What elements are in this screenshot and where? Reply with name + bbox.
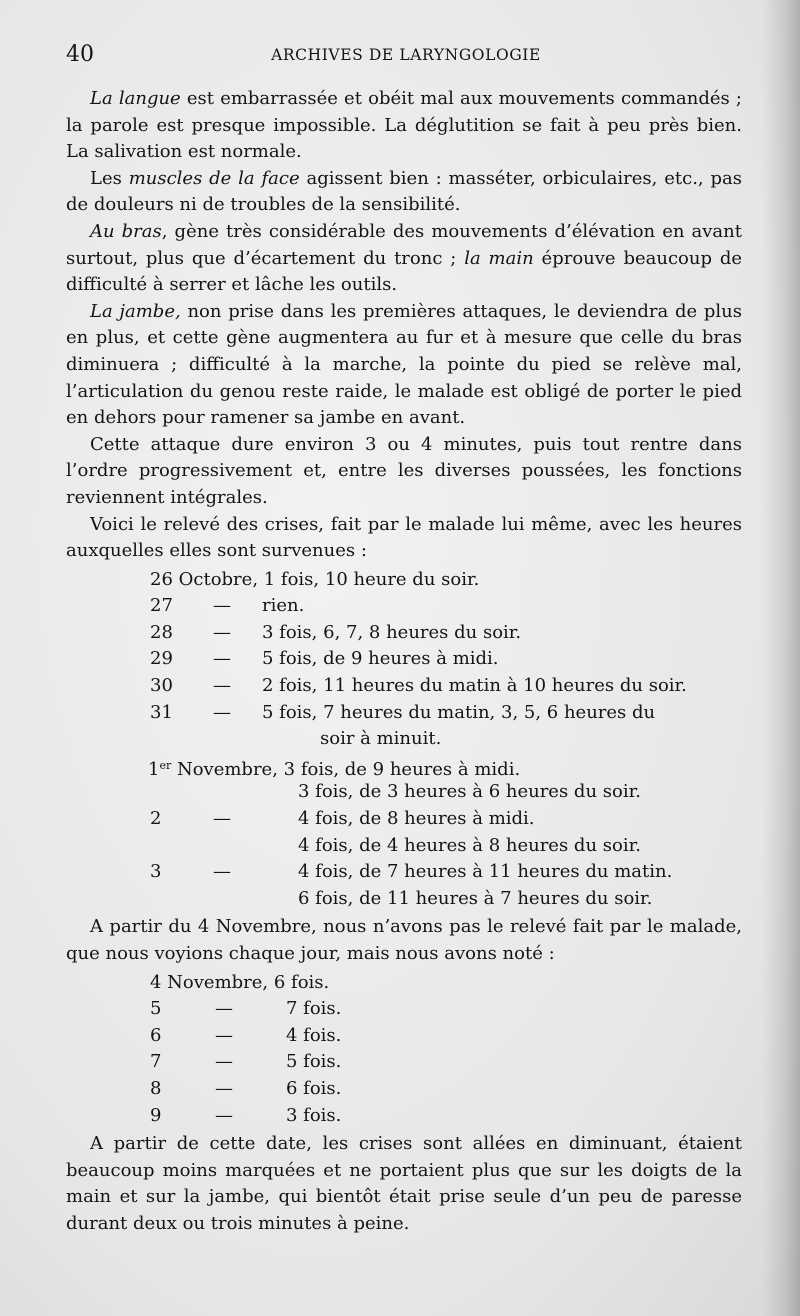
paragraph-face <box>66 166 742 219</box>
row-continuation: soir à minuit. <box>320 728 442 750</box>
ditto-dash: — <box>213 808 231 830</box>
ditto-dash: — <box>215 1024 233 1046</box>
ordinal-suffix: er <box>159 758 172 772</box>
row-text: 4 fois, de 8 heures à midi. <box>298 808 535 830</box>
paragraph-a-partir: A partir du 4 Novembre, nous n’avons pas le relevé fait par le malade, que nous voyions chaque jour, mais nous avons noté : <box>66 916 742 964</box>
table-row <box>66 726 742 753</box>
paragraph-releve: Voici le relevé des crises, fait par le malade lui même, avec les heures auxquelles elles sont survenues : <box>66 513 742 562</box>
page-header <box>66 38 746 72</box>
emphasis: La langue <box>90 88 181 109</box>
emphasis: La jambe, <box>90 300 181 322</box>
row-date: 5 <box>150 998 162 1020</box>
paragraph-text: Les <box>90 167 129 189</box>
table-row <box>66 806 742 833</box>
row-text: 3 fois, 6, 7, 8 heures du soir. <box>262 621 522 643</box>
table-row <box>66 833 742 860</box>
paragraph-text: , gène très considérable des mouvements d’élévation en avant surtout, plus que d’écartement du tronc ; <box>66 220 742 269</box>
ditto-dash: — <box>213 595 231 617</box>
ditto-dash: — <box>213 861 231 883</box>
table-row <box>66 673 742 700</box>
row-text: 7 fois. <box>286 998 342 1020</box>
row-text: 5 fois. <box>286 1051 342 1073</box>
table-row <box>66 593 742 620</box>
table-row <box>66 567 742 594</box>
table-cell: 4 Novembre, 6 fois. <box>150 971 330 993</box>
row-date: 31 <box>150 701 173 723</box>
row-text: 4 fois. <box>286 1024 342 1046</box>
row-text: 3 fois. <box>286 1104 342 1126</box>
emphasis: muscles de la face <box>128 167 300 189</box>
paragraph-jambe <box>66 299 742 432</box>
ditto-dash: — <box>213 621 231 643</box>
row-text: 5 fois, 7 heures du matin, 3, 5, 6 heures du <box>262 701 656 723</box>
row-text: Novembre, 3 fois, de 9 heures à midi. <box>171 758 521 780</box>
paragraph-text: éprouve beaucoup de difficulté à serrer et lâche les outils. <box>66 247 743 296</box>
row-date: 29 <box>150 648 173 670</box>
page-body <box>66 86 742 1238</box>
row-text: 4 fois, de 4 heures à 8 heures du soir. <box>298 834 641 856</box>
table-row <box>66 886 742 913</box>
running-title: ARCHIVES DE LARYNGOLOGIE <box>271 46 541 64</box>
table-row <box>66 1049 742 1076</box>
table-row <box>66 620 742 647</box>
table-row <box>66 996 742 1023</box>
row-date: 27 <box>150 595 173 617</box>
table-row <box>66 779 742 806</box>
table-row <box>66 1076 742 1103</box>
paragraph-attaque: Cette attaque dure environ 3 ou 4 minutes, puis tout rentre dans l’ordre progressivement et, entre les diverses poussées, les fonctions reviennent intégrales. <box>66 433 742 508</box>
row-date: 7 <box>150 1051 162 1073</box>
paragraph-bras <box>66 219 742 299</box>
ditto-dash: — <box>215 998 233 1020</box>
table-row <box>66 1103 742 1130</box>
ditto-dash: — <box>213 675 231 697</box>
paragraph-text: agissent bien : masséter, orbiculaires, etc., pas de douleurs ni de troubles de la sensibilité. <box>66 167 742 216</box>
row-date: 9 <box>150 1104 162 1126</box>
row-text: 6 fois. <box>286 1077 342 1099</box>
row-text: 5 fois, de 9 heures à midi. <box>262 648 499 670</box>
table-row <box>66 753 742 780</box>
table-cell: 26 Octobre, 1 fois, 10 heure du soir. <box>150 568 480 590</box>
emphasis: Au bras <box>90 220 162 242</box>
ditto-dash: — <box>215 1104 233 1126</box>
row-date: 3 <box>150 861 162 883</box>
page-number: 40 <box>66 42 94 67</box>
day-number: 1 <box>148 758 160 780</box>
row-date: 6 <box>150 1024 162 1046</box>
row-date: 28 <box>150 621 173 643</box>
table-row <box>66 859 742 886</box>
crises-table <box>66 567 742 913</box>
row-text: 6 fois, de 11 heures à 7 heures du soir. <box>298 887 653 909</box>
paragraph-text: non prise dans les premières attaques, le deviendra de plus en plus, et cette gène augmentera au fur et à mesure que celle du bras diminuera ; difficulté à la marche, la pointe du pied se relève mal, l’articulation du genou reste raide, le malade est obligé de porter le pied en dehors pour ramener sa jambe en avant. <box>66 300 742 429</box>
row-date: 30 <box>150 675 173 697</box>
ditto-dash: — <box>213 648 231 670</box>
paragraph-langue <box>66 86 742 166</box>
row-text: rien. <box>262 595 305 617</box>
paragraph-conclusion: A partir de cette date, les crises sont allées en diminuant, étaient beaucoup moins marquées et ne portaient plus que sur les doigts de la main et sur la jambe, qui bientôt était prise seule d’un peu de paresse durant deux ou trois minutes à peine. <box>66 1133 742 1234</box>
ditto-dash: — <box>215 1077 233 1099</box>
table-row <box>66 1023 742 1050</box>
noted-table <box>66 970 742 1130</box>
table-row <box>66 700 742 727</box>
ditto-dash: — <box>213 701 231 723</box>
row-date: 2 <box>150 808 162 830</box>
row-text: 3 fois, de 3 heures à 6 heures du soir. <box>298 781 641 803</box>
row-text: 4 fois, de 7 heures à 11 heures du matin. <box>298 861 673 883</box>
paragraph-text: est embarrassée et obéit mal aux mouvements commandés ; la parole est presque impossible. La déglutition se fait à peu près bien. La salivation est normale. <box>66 88 742 163</box>
table-row <box>66 646 742 673</box>
row-text: 2 fois, 11 heures du matin à 10 heures du soir. <box>262 675 687 697</box>
row-date: 8 <box>150 1077 162 1099</box>
emphasis: la main <box>464 247 534 269</box>
ditto-dash: — <box>215 1051 233 1073</box>
binding-shadow <box>762 0 800 1316</box>
table-row <box>66 970 742 997</box>
